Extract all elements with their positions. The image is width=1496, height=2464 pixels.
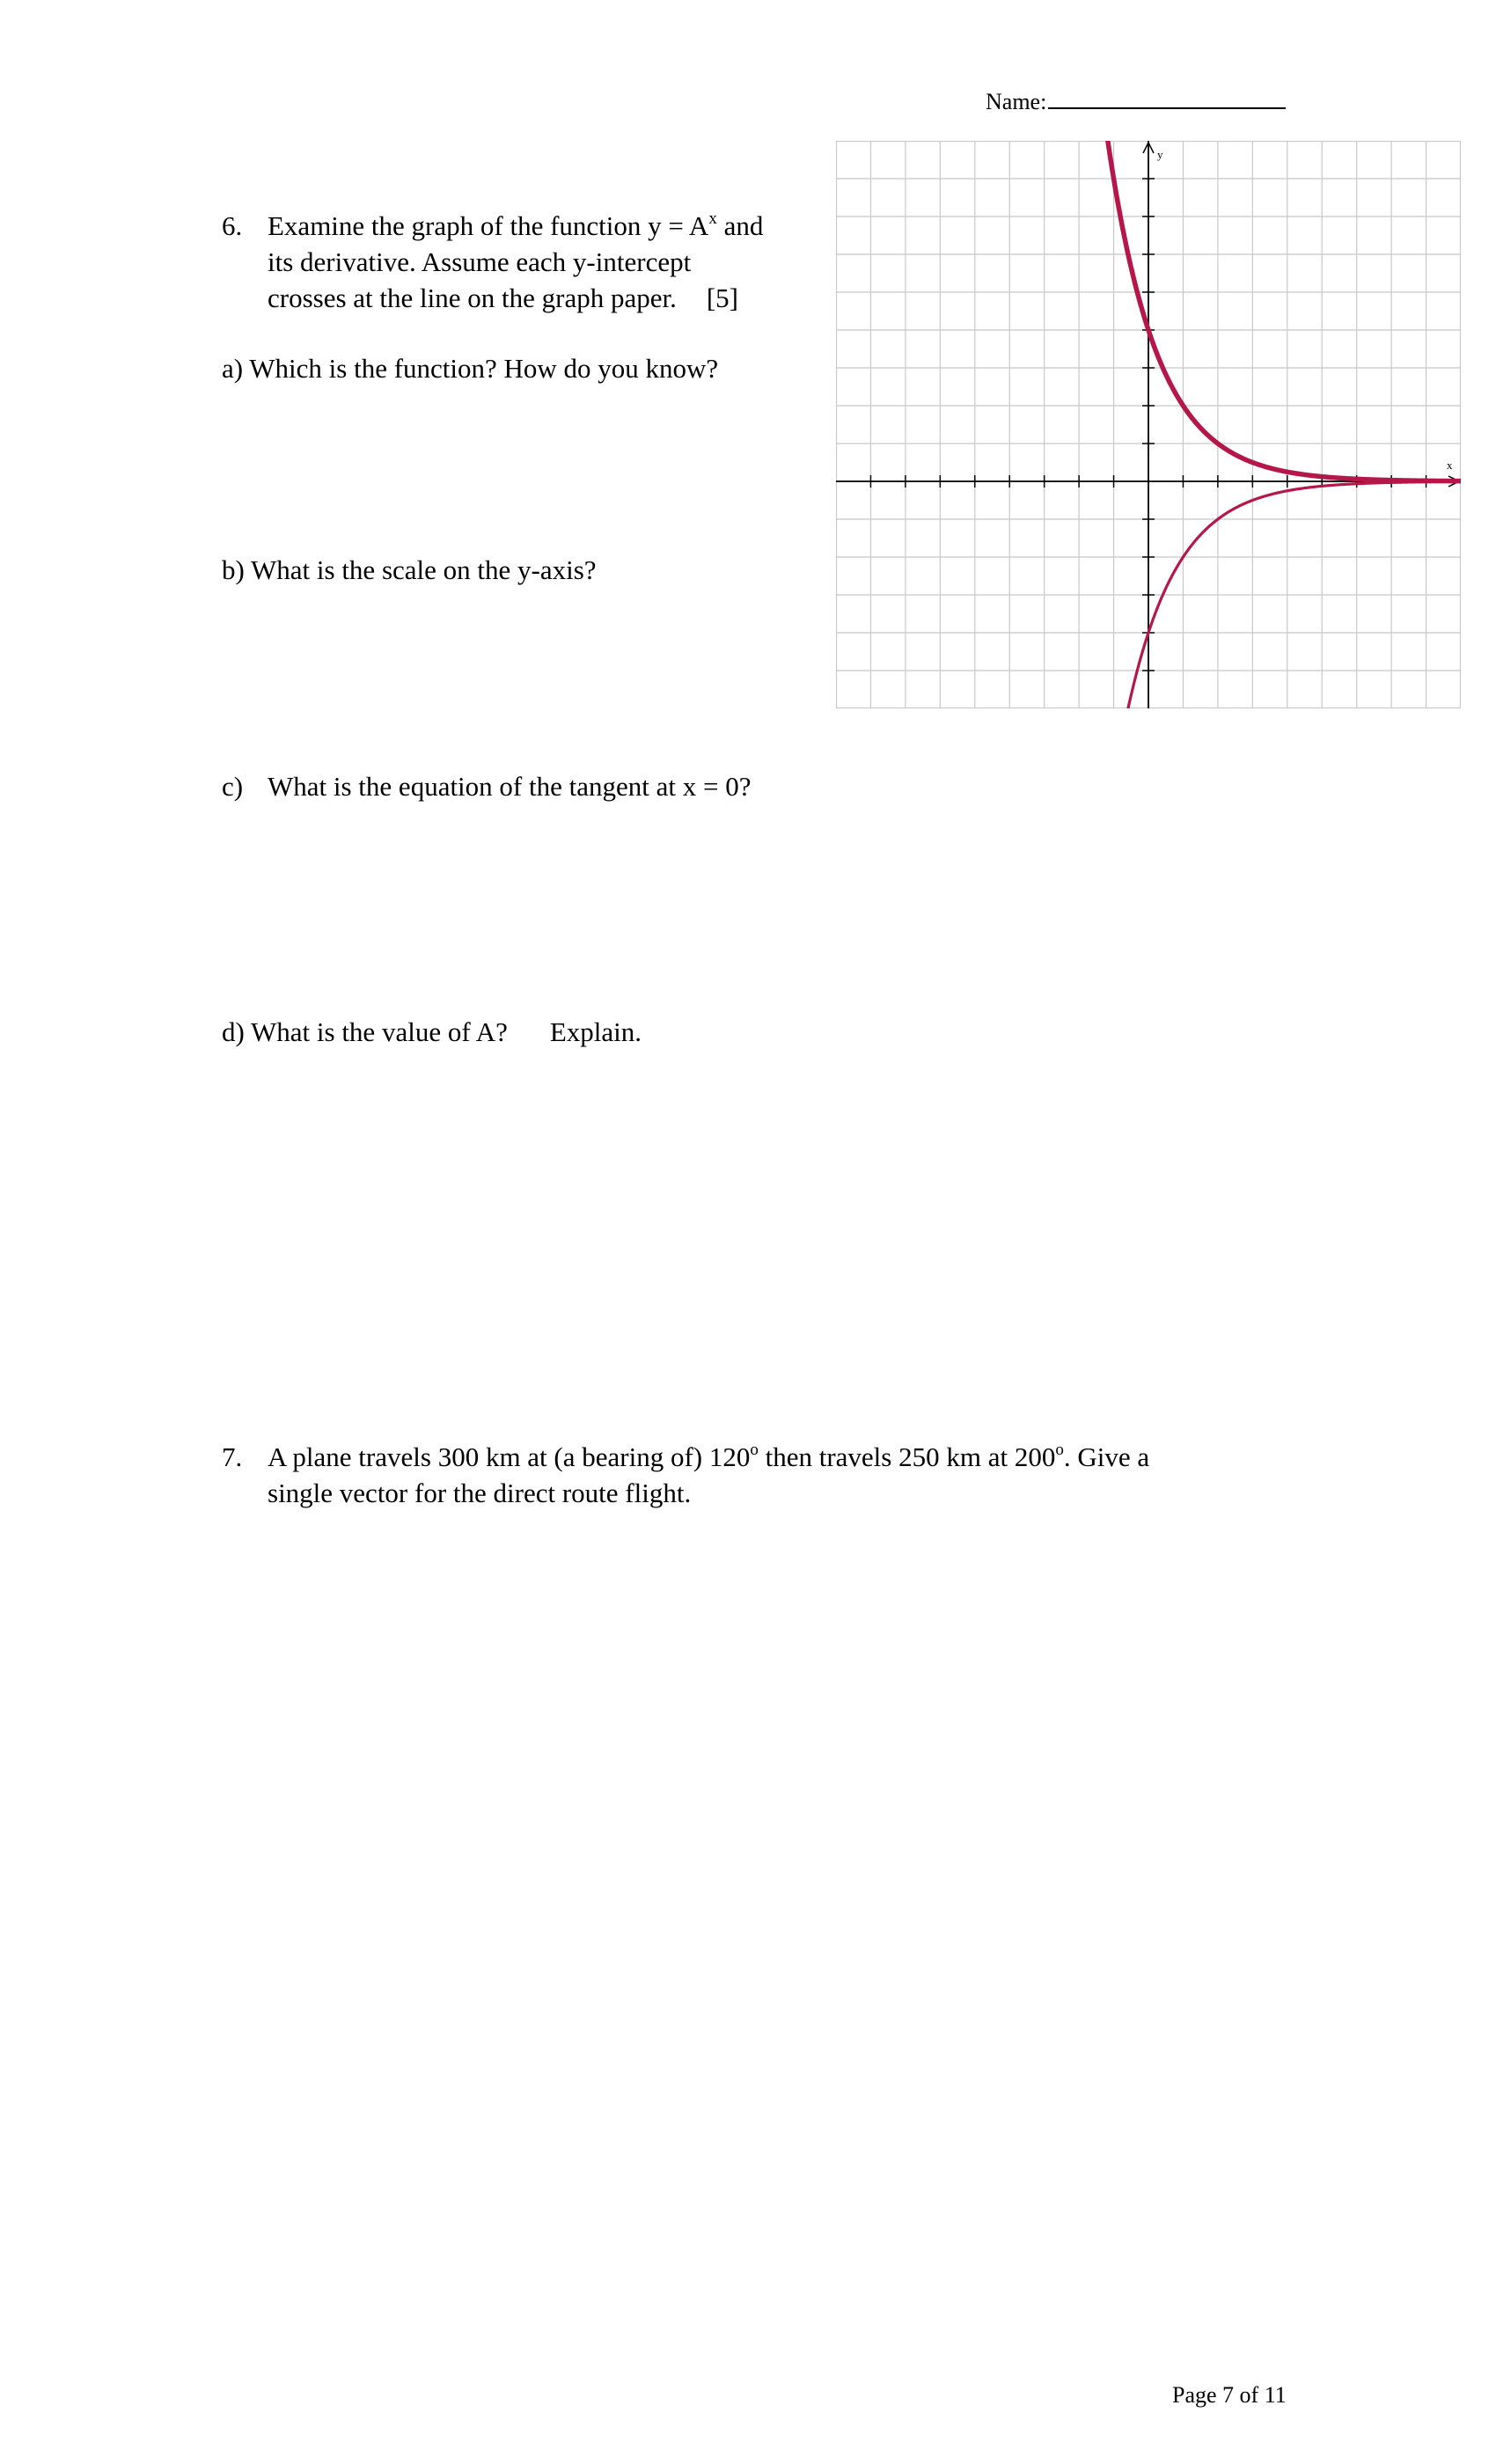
graph-axes xyxy=(836,141,1461,708)
question-6-line-3 xyxy=(222,280,738,316)
question-7-line-2: single vector for the direct route flight. xyxy=(268,1478,692,1508)
question-6-part-d xyxy=(222,1014,642,1050)
graph-curves xyxy=(1105,141,1461,708)
function-curve xyxy=(1105,141,1461,481)
x-axis-label: x xyxy=(1447,458,1453,472)
name-label: Name: xyxy=(986,89,1047,114)
question-7-line-1 xyxy=(222,1439,1149,1475)
question-6-part-a: a) Which is the function? How do you know? xyxy=(222,353,719,384)
name-blank-line[interactable] xyxy=(1048,88,1286,109)
y-axis-label: y xyxy=(1157,148,1163,161)
degree-mark-1: o xyxy=(750,1440,759,1459)
question-6-number: 6. xyxy=(222,210,243,241)
question-6-text-3: crosses at the line on the graph paper. xyxy=(268,282,677,313)
question-6-line-1 xyxy=(222,208,763,244)
exponent-x: x xyxy=(708,209,717,228)
question-7-text-1c: . Give a xyxy=(1063,1441,1150,1472)
question-7-text-1a: A plane travels 300 km at (a bearing of) 120 xyxy=(268,1441,751,1472)
question-6-part-c-text: What is the equation of the tangent at x = 0? xyxy=(268,771,752,802)
degree-mark-2: o xyxy=(1055,1440,1064,1459)
page-number: Page 7 of 11 xyxy=(1172,2382,1287,2408)
question-6-part-b: b) What is the scale on the y-axis? xyxy=(222,554,597,585)
question-6-part-d-explain: Explain. xyxy=(549,1016,642,1047)
question-6-text-1: Examine the graph of the function y = A xyxy=(268,210,709,241)
exponential-graph xyxy=(836,141,1461,708)
question-6-text-1-end: and xyxy=(716,210,764,241)
question-7-text-1b: then travels 250 km at 200 xyxy=(758,1441,1056,1472)
question-6-marks: [5] xyxy=(706,282,739,313)
question-6-part-c xyxy=(222,768,751,804)
question-6-line-2: its derivative. Assume each y-intercept xyxy=(268,246,692,277)
question-6-part-c-label: c) xyxy=(222,771,244,802)
name-field xyxy=(986,88,1286,116)
question-6-part-d-text: d) What is the value of A? xyxy=(222,1016,508,1047)
question-7-number: 7. xyxy=(222,1441,243,1472)
